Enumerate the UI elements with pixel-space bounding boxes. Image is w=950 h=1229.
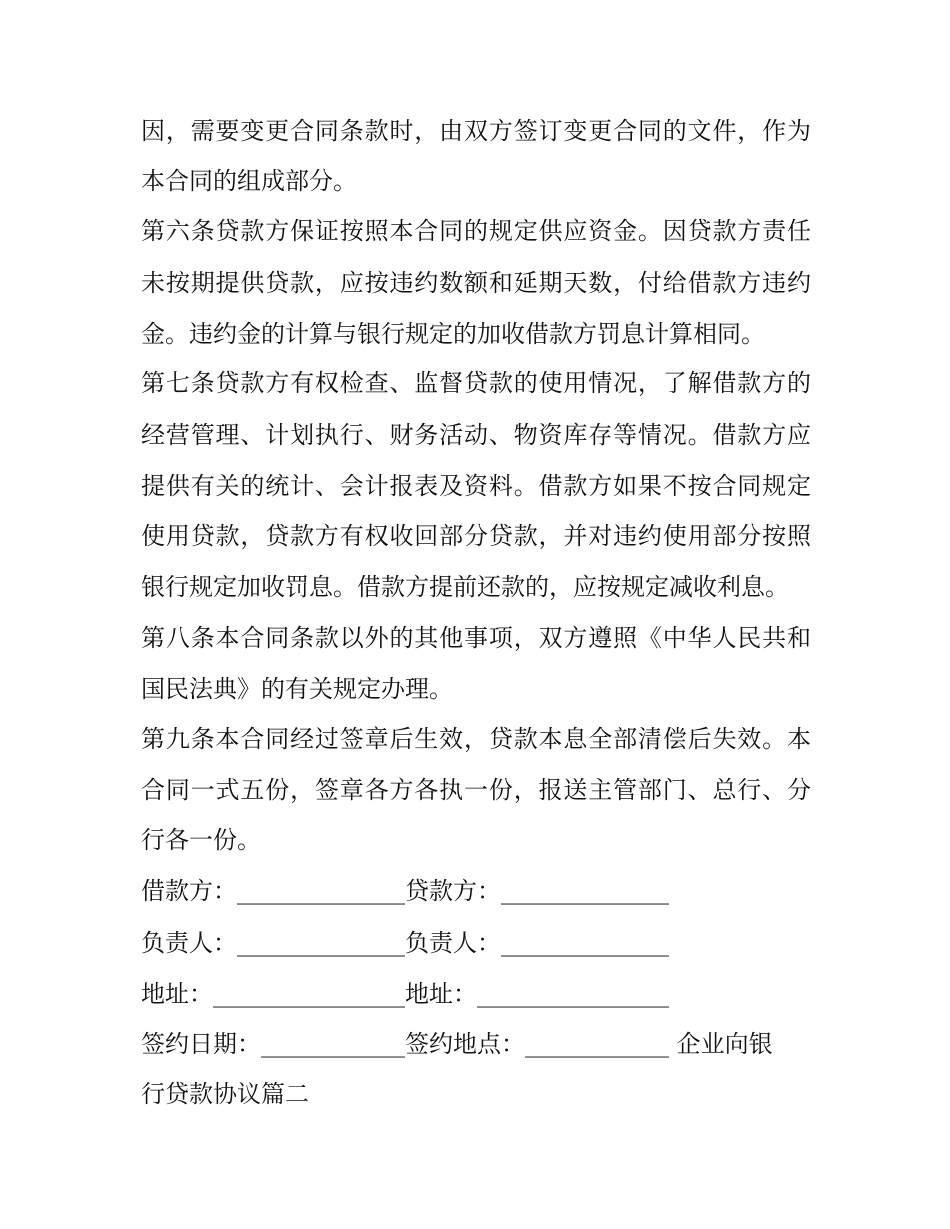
paragraph-line: 合同一式五份，签章各方各执一份，报送主管部门、总行、分 <box>141 776 811 804</box>
paragraph-line: 第六条贷款方保证按照本合同的规定供应资金。因贷款方责任 <box>141 217 811 245</box>
paragraph-line: 因，需要变更合同条款时，由双方签订变更合同的文件，作为 <box>141 117 811 145</box>
paragraph-line: 第九条本合同经过签章后生效，贷款本息全部清偿后失效。本 <box>141 725 811 753</box>
paragraph-line: 银行规定加收罚息。借款方提前还款的，应按规定减收利息。 <box>141 573 789 601</box>
section-heading: 行贷款协议篇二 <box>141 1080 309 1108</box>
paragraph-line: 使用贷款，贷款方有权收回部分贷款，并对违约使用部分按照 <box>141 522 811 550</box>
signature-field-line: 借款方：______________贷款方：______________ <box>141 877 669 905</box>
signature-field-line: 负责人：______________负责人：______________ <box>141 929 669 957</box>
paragraph-line: 第七条贷款方有权检查、监督贷款的使用情况，了解借款方的 <box>141 369 811 397</box>
paragraph-line: 金。违约金的计算与银行规定的加收借款方罚息计算相同。 <box>141 320 765 348</box>
paragraph-line: 提供有关的统计、会计报表及资料。借款方如果不按合同规定 <box>141 472 811 500</box>
signature-field-line: 地址：________________地址：________________ <box>141 980 669 1008</box>
paragraph-line: 行各一份。 <box>141 826 261 854</box>
paragraph-line: 本合同的组成部分。 <box>141 167 357 195</box>
paragraph-line: 未按期提供贷款，应按违约数额和延期天数，付给借款方违约 <box>141 269 811 297</box>
paragraph-line: 经营管理、计划执行、财务活动、物资库存等情况。借款方应 <box>141 421 811 449</box>
signature-field-line: 签约日期：____________签约地点：____________ 企业向银 <box>141 1030 773 1058</box>
paragraph-line: 第八条本合同条款以外的其他事项，双方遵照《中华人民共和 <box>141 624 811 652</box>
paragraph-line: 国民法典》的有关规定办理。 <box>141 675 453 703</box>
